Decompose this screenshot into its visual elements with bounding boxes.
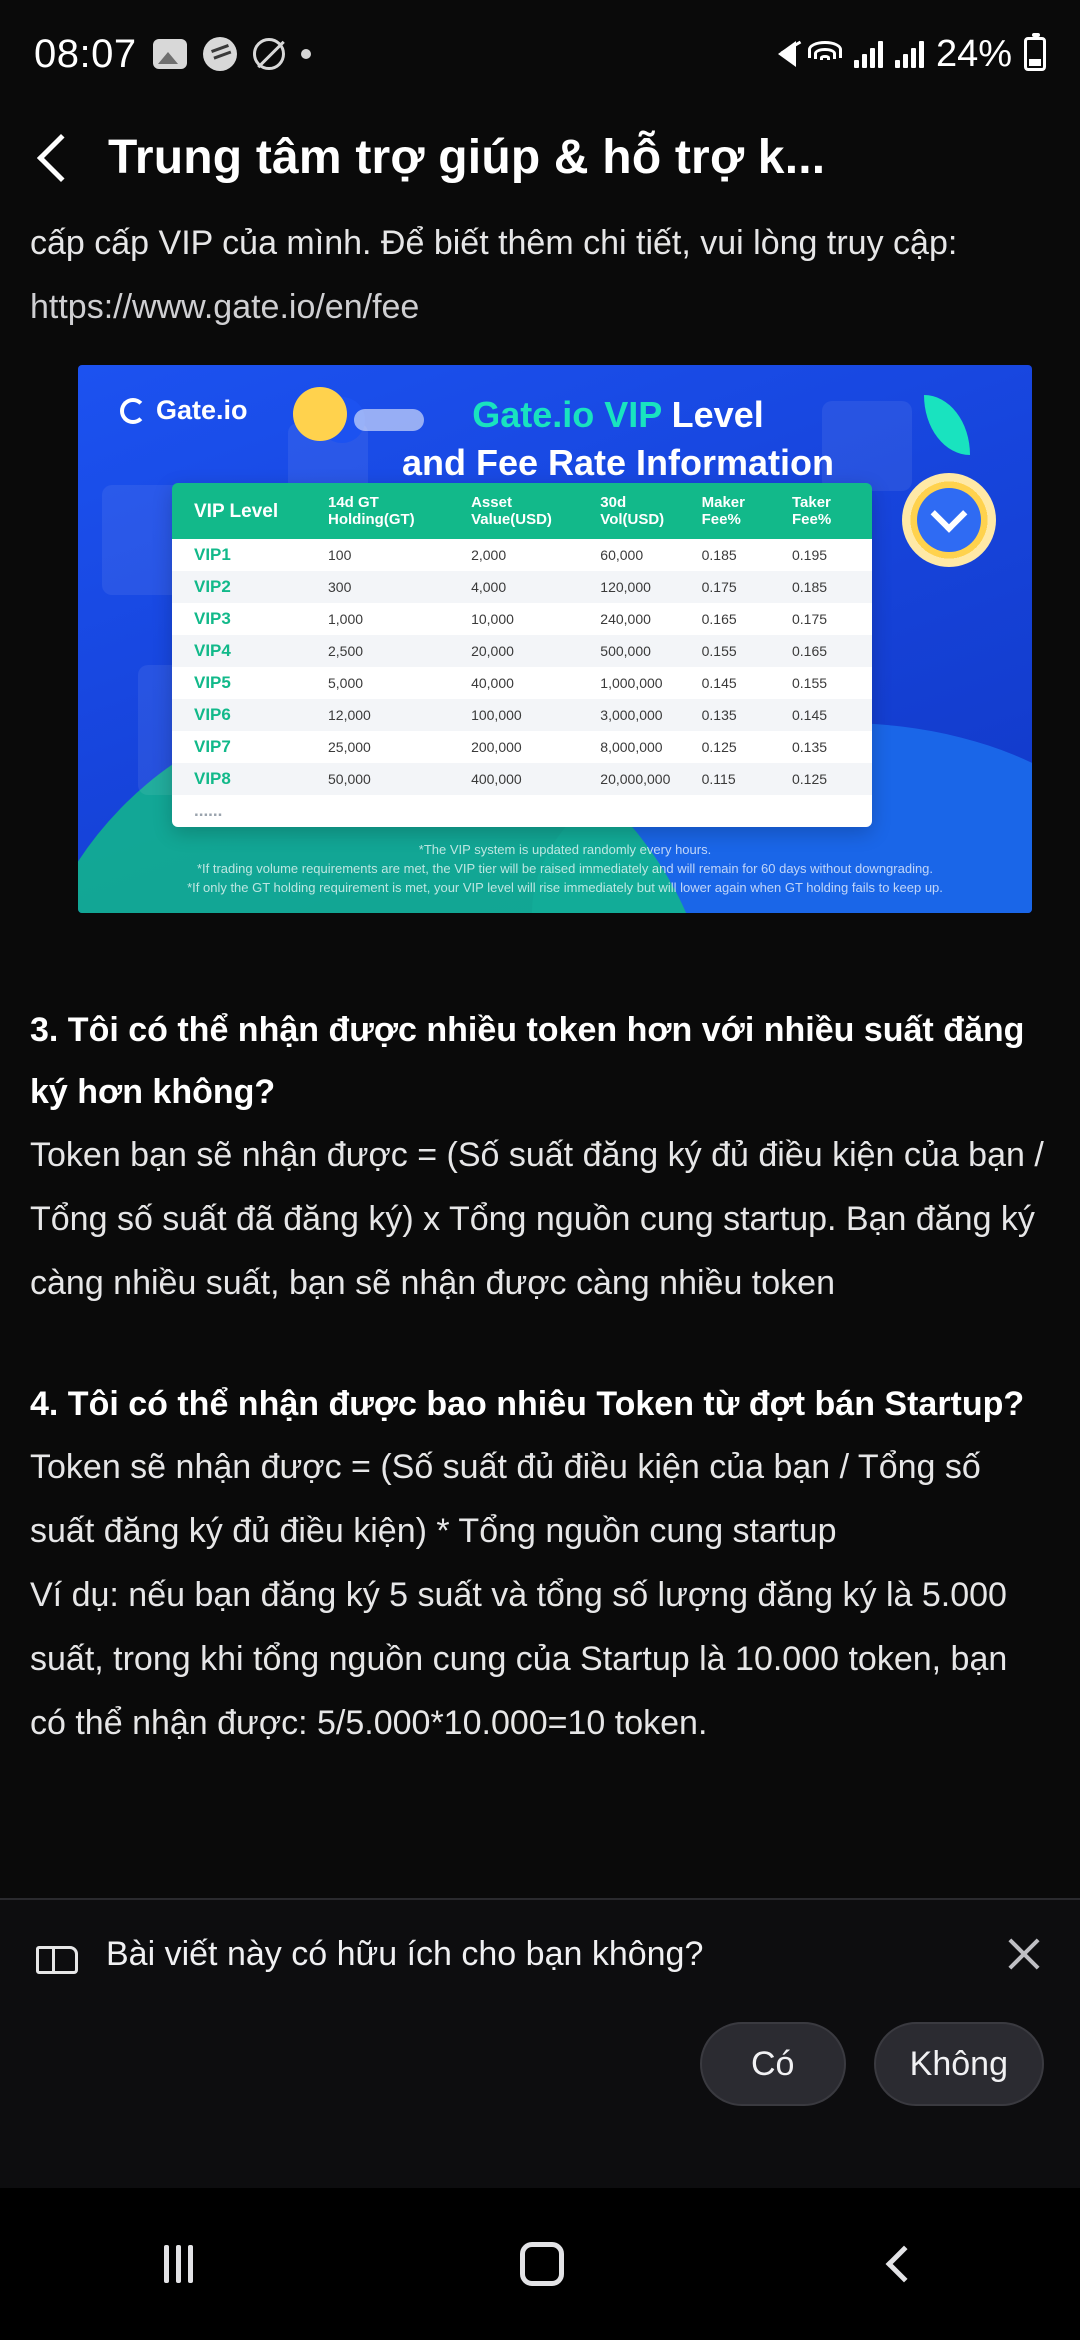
status-bar-right [778,33,1046,76]
wifi-icon [808,41,842,67]
vip-fee-banner[interactable] [78,365,1032,913]
cell-taker: 0.125 [786,763,872,795]
banner-title-rest: Level [661,394,764,435]
spacer [30,913,1050,999]
cell-vip: VIP6 [172,699,322,731]
banner-note-2: *If trading volume requirements are met, the VIP tier will be raised immediately and will remain for 60 days without downgrading. [196,861,934,876]
feedback-buttons [36,2022,1044,2106]
question-4-heading: 4. Tôi có thể nhận được bao nhiêu Token từ đợt bán Startup? [30,1385,1025,1423]
cell-vip: VIP8 [172,763,322,795]
feedback-yes-button[interactable]: Có [700,2022,846,2106]
table-row [172,571,872,603]
status-bar [0,0,1080,108]
cell-taker: 0.185 [786,571,872,603]
leaf-icon [924,395,970,455]
cell-maker: 0.185 [696,539,786,571]
cell-asset: 400,000 [465,763,594,795]
banner-title [338,391,898,487]
cell-gt: 12,000 [322,699,465,731]
signal-icon [854,40,883,68]
gate-logo-icon [120,398,146,424]
chevron-down-icon [902,473,996,567]
question-4-body: Token sẽ nhận được = (Số suất đủ điều kiện của bạn / Tổng số suất đăng ký đủ điều kiện) * Tổng nguồn cung startup [30,1448,981,1550]
cell-maker: 0.175 [696,571,786,603]
cell-vol: 500,000 [594,635,695,667]
cell-vol: 1,000,000 [594,667,695,699]
table-row [172,699,872,731]
col-asset-value: Asset Value(USD) [465,483,594,539]
volume-mute-icon [778,41,796,67]
banner-note-3: *If only the GT holding requirement is met, your VIP level will rise immediately but will lower again when GT holding fails to keep up. [187,880,943,895]
cell-vip: VIP5 [172,667,322,699]
cell-vip: VIP2 [172,571,322,603]
col-maker-fee: Maker Fee% [696,483,786,539]
cell-gt: 100 [322,539,465,571]
status-bar-left [34,32,311,77]
cell-maker: 0.145 [696,667,786,699]
cell-gt: 25,000 [322,731,465,763]
signal-icon [895,40,924,68]
battery-percent: 24% [935,32,1012,75]
table-row [172,795,872,827]
cell-gt: 5,000 [322,667,465,699]
cell-maker: 0.125 [696,731,786,763]
cell-vol: 3,000,000 [594,699,695,731]
fee-link[interactable]: https://www.gate.io/en/fee [30,288,420,326]
feedback-row [36,1934,1044,1974]
vip-fee-table [172,483,872,827]
cell-taker [786,795,872,827]
banner-title-line2: and Fee Rate Information [401,442,835,483]
back-icon[interactable] [37,133,85,181]
cell-gt: 2,500 [322,635,465,667]
cell-vip: VIP3 [172,603,322,635]
cell-taker: 0.175 [786,603,872,635]
photos-icon [153,39,187,69]
cell-taker: 0.135 [786,731,872,763]
cell-taker: 0.155 [786,667,872,699]
feedback-prompt [36,1934,703,1974]
cell-vol: 120,000 [594,571,695,603]
col-30d-vol: 30d Vol(USD) [594,483,695,539]
cell-gt: 50,000 [322,763,465,795]
table-row [172,539,872,571]
battery-icon [1024,37,1046,71]
feedback-question: Bài viết này có hữu ích cho bạn không? [106,1934,704,1973]
table-row [172,731,872,763]
question-4-example: Ví dụ: nếu bạn đăng ký 5 suất và tổng số lượng đăng ký là 5.000 suất, trong khi tổng nguồn cung của Startup là 10.000 token, bạn có thể nhận được: 5/5.000*10.000=10 token. [30,1576,1008,1742]
cell-maker [696,795,786,827]
cell-asset [465,795,594,827]
col-vip-level: VIP Level [172,483,322,539]
table-row [172,667,872,699]
cell-vip: VIP7 [172,731,322,763]
banner-notes [118,840,1012,897]
app-header [0,108,1080,211]
cell-asset: 200,000 [465,731,594,763]
cell-gt: 300 [322,571,465,603]
cell-maker: 0.135 [696,699,786,731]
cell-taker: 0.195 [786,539,872,571]
cell-gt [322,795,465,827]
recent-apps-icon[interactable] [164,2245,193,2283]
paragraph-top: cấp cấp VIP của mình. Để biết thêm chi tiết, vui lòng truy cập: [30,224,958,262]
cell-asset: 10,000 [465,603,594,635]
close-icon[interactable] [1004,1934,1044,1974]
back-icon[interactable] [885,2246,922,2283]
cell-vol: 8,000,000 [594,731,695,763]
mute-bell-icon [253,38,285,70]
banner-note-1: *The VIP system is updated randomly every hours. [418,842,712,857]
cell-maker: 0.115 [696,763,786,795]
table-row [172,635,872,667]
cell-taker: 0.165 [786,635,872,667]
gate-logo-text: Gate.io [156,395,248,425]
article-content [0,211,1080,1755]
dot-icon [301,49,311,59]
cell-vip: ...... [172,795,322,827]
cell-vol [594,795,695,827]
gateio-logo [120,395,248,426]
cell-asset: 100,000 [465,699,594,731]
cell-vip: VIP1 [172,539,322,571]
cell-vol: 60,000 [594,539,695,571]
system-nav-bar [0,2188,1080,2340]
col-gt-holding: 14d GT Holding(GT) [322,483,465,539]
table-row [172,763,872,795]
home-icon[interactable] [520,2242,564,2286]
page-title: Trung tâm trợ giúp & hỗ trợ k... [108,131,826,184]
status-time: 08:07 [34,31,137,76]
question-3-body: Token bạn sẽ nhận được = (Số suất đăng ký đủ điều kiện của bạn / Tổng số suất đã đăng ký) x Tổng nguồn cung startup. Bạn đăng ký càng nhiều suất, bạn sẽ nhận được càng nhiều token [30,1136,1044,1302]
cell-asset: 2,000 [465,539,594,571]
spacer [30,1315,1050,1373]
table-header-row [172,483,872,539]
feedback-bar [0,1898,1080,2188]
cell-taker: 0.145 [786,699,872,731]
cell-vip: VIP4 [172,635,322,667]
table-row [172,603,872,635]
thumbs-up-icon [36,1934,76,1974]
cell-maker: 0.165 [696,603,786,635]
cell-asset: 20,000 [465,635,594,667]
banner-title-highlight: Gate.io VIP [472,394,662,435]
cell-vol: 240,000 [594,603,695,635]
cell-asset: 4,000 [465,571,594,603]
cell-maker: 0.155 [696,635,786,667]
cell-vol: 20,000,000 [594,763,695,795]
feedback-no-button[interactable]: Không [874,2022,1044,2106]
messenger-icon [203,37,237,71]
cell-asset: 40,000 [465,667,594,699]
cell-gt: 1,000 [322,603,465,635]
col-taker-fee: Taker Fee% [786,483,872,539]
question-3-heading: 3. Tôi có thể nhận được nhiều token hơn với nhiều suất đăng ký hơn không? [30,1011,1025,1111]
